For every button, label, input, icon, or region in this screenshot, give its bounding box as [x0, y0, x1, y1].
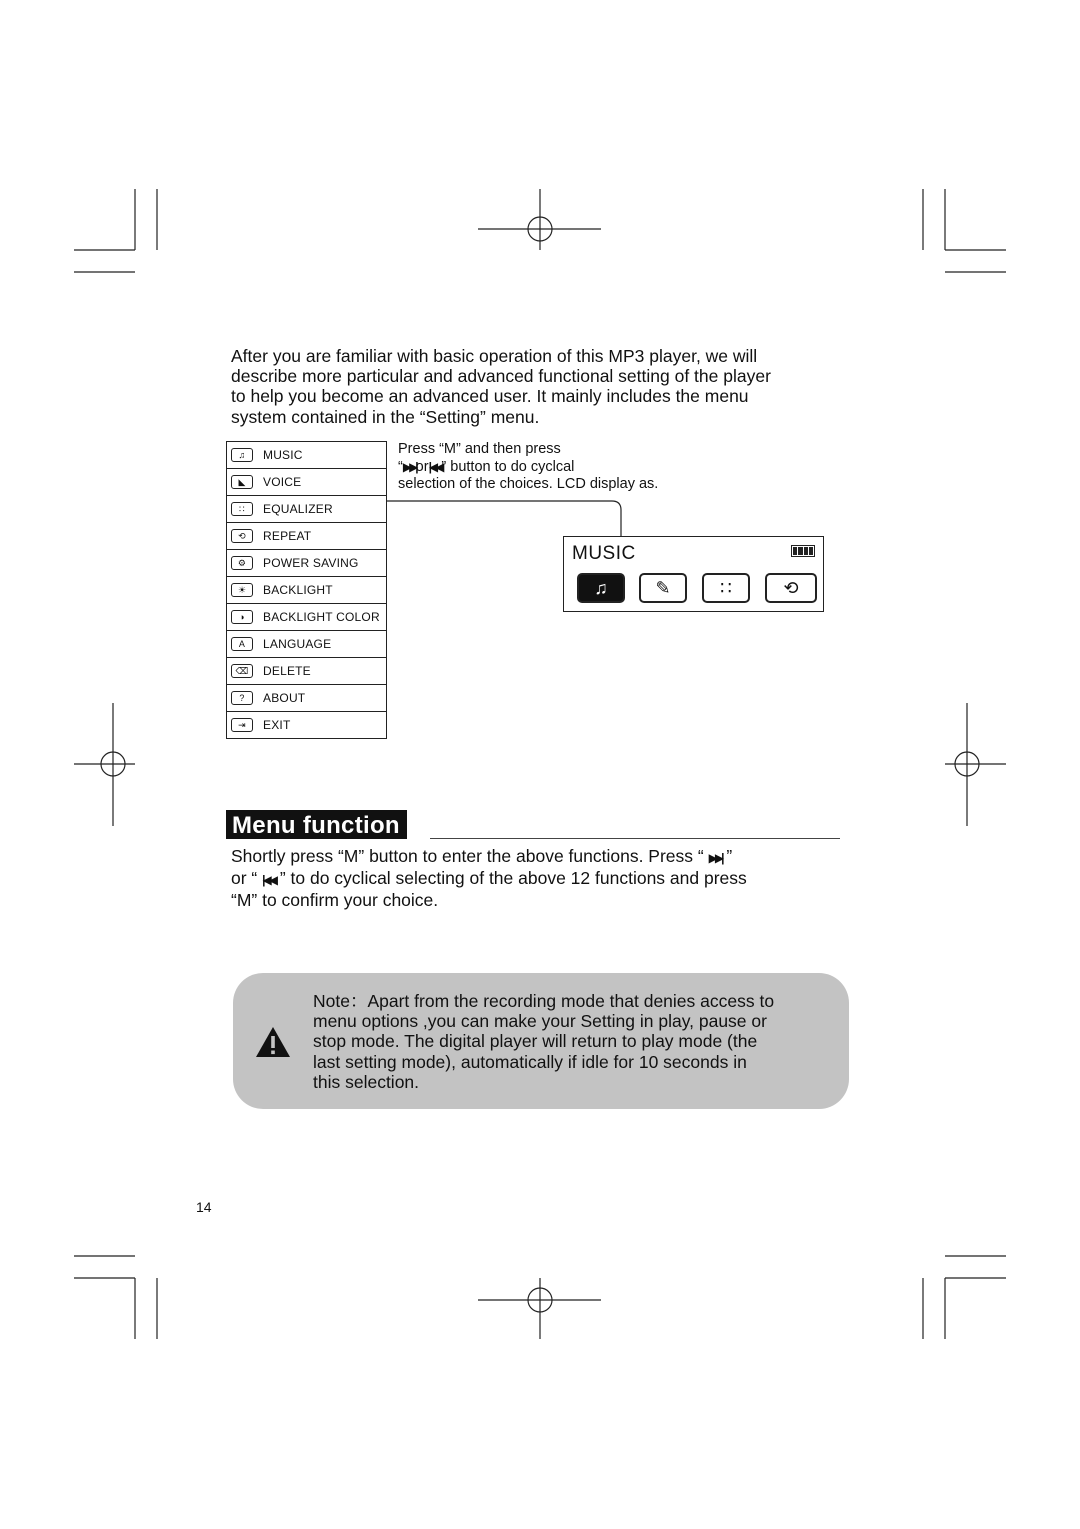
- press-instructions: [398, 441, 658, 494]
- press-line-2: “▶▶|or|◀◀” button to do cyclcal: [398, 458, 575, 475]
- menu-item-label: BACKLIGHT COLOR: [263, 610, 380, 624]
- press-line-3: selection of the choices. LCD display as.: [398, 476, 659, 492]
- menu-item-label: ABOUT: [263, 691, 306, 705]
- menu-item-label: DELETE: [263, 664, 311, 678]
- repeat-icon: ⟲: [231, 529, 253, 543]
- music-note-icon: ♫: [231, 448, 253, 462]
- intro-line: to help you become an advanced user. It mainly includes the menu: [231, 386, 749, 407]
- prev-track-icon: |◀◀: [262, 873, 275, 888]
- note-line: stop mode. The digital player will return to play mode (the: [313, 1031, 758, 1052]
- delete-icon: ⌫: [231, 664, 253, 678]
- note-box: [233, 973, 849, 1109]
- backlight-color-icon: ◑: [231, 610, 253, 624]
- microphone-icon: ✎: [639, 573, 687, 603]
- intro-line: describe more particular and advanced functional setting of the player: [231, 366, 771, 387]
- menu-item-label: VOICE: [263, 475, 302, 489]
- backlight-icon: ☀: [231, 583, 253, 597]
- menu-item-language: [227, 631, 386, 658]
- note-line: last setting mode), automatically if idle for 10 seconds in: [313, 1051, 747, 1072]
- about-icon: ?: [231, 691, 253, 705]
- menu-item-label: MUSIC: [263, 448, 303, 462]
- menu-item-backlight-color: [227, 604, 386, 631]
- exit-icon: ⇥: [231, 718, 253, 732]
- equalizer-icon: ∷: [702, 573, 750, 603]
- language-icon: A: [231, 637, 253, 651]
- menu-item-label: EXIT: [263, 718, 291, 732]
- menu-item-about: [227, 685, 386, 712]
- menu-item-backlight: [227, 577, 386, 604]
- menu-item-voice: [227, 469, 386, 496]
- note-line: Note：Apart from the recording mode that denies access to: [313, 991, 775, 1011]
- intro-line: After you are familiar with basic operation of this MP3 player, we will: [231, 346, 758, 366]
- menu-item-power-saving: [227, 550, 386, 577]
- menu-item-music: [227, 442, 386, 469]
- section-title: Menu function: [226, 810, 407, 839]
- menu-item-equalizer: [227, 496, 386, 523]
- menu-item-label: REPEAT: [263, 529, 312, 543]
- next-track-icon: ▶▶|: [402, 459, 416, 474]
- section-line-3: “M” to confirm your choice.: [231, 890, 439, 911]
- lcd-display: [563, 536, 824, 612]
- microphone-icon: ◣: [231, 475, 253, 489]
- section-divider: [430, 838, 840, 839]
- lcd-title: MUSIC: [572, 543, 636, 564]
- menu-item-label: LANGUAGE: [263, 637, 332, 651]
- menu-item-exit: [227, 712, 386, 738]
- next-track-icon: ▶▶|: [708, 851, 722, 865]
- battery-icon: [791, 545, 815, 557]
- note-line: menu options ,you can make your Setting in play, pause or: [313, 1011, 767, 1032]
- intro-paragraph: [231, 346, 851, 427]
- menu-item-delete: [227, 658, 386, 685]
- music-note-icon: ♫: [577, 573, 625, 603]
- settings-menu-table: [226, 441, 387, 739]
- press-line-1: Press “M” and then press: [398, 441, 561, 457]
- menu-item-label: BACKLIGHT: [263, 583, 333, 597]
- menu-item-repeat: [227, 523, 386, 550]
- note-text: [313, 991, 774, 1092]
- menu-item-label: POWER SAVING: [263, 556, 359, 570]
- section-line-2: or “ |◀◀ ” to do cyclical selecting of the above 12 functions and press: [231, 868, 747, 889]
- prev-track-icon: |◀◀: [428, 459, 442, 474]
- menu-item-label: EQUALIZER: [263, 502, 333, 516]
- note-line: this selection.: [313, 1071, 420, 1092]
- page-number: 14: [196, 1199, 212, 1215]
- section-body: [231, 846, 747, 911]
- warning-icon: [254, 1025, 292, 1059]
- section-line-1: Shortly press “M” button to enter the above functions. Press “ ▶▶| ”: [231, 846, 733, 866]
- equalizer-icon: ∷: [231, 502, 253, 516]
- intro-line: system contained in the “Setting” menu.: [231, 406, 540, 427]
- repeat-icon: ⟲: [765, 573, 817, 603]
- power-saving-icon: ⚙: [231, 556, 253, 570]
